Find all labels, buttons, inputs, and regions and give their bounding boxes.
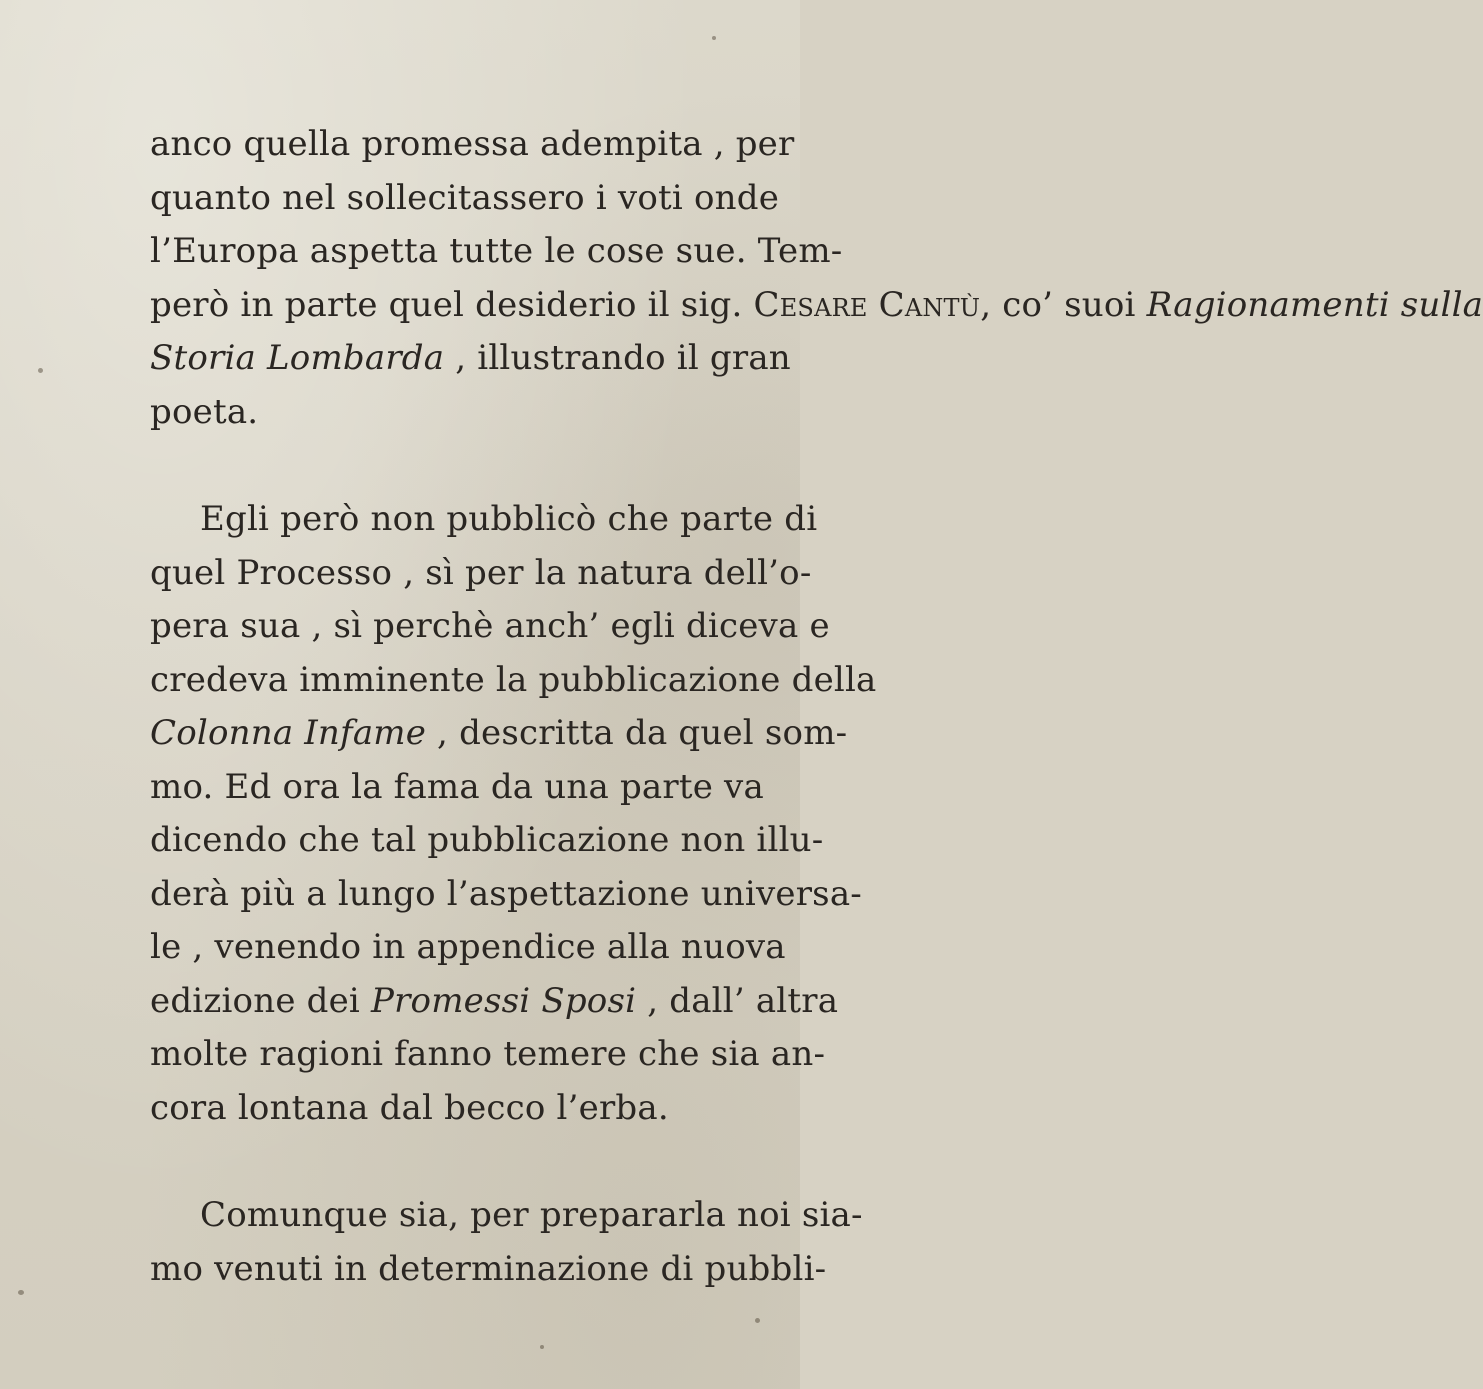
text-line: [0, 547, 812, 601]
text-line: [0, 279, 1483, 333]
text-line: [0, 118, 795, 172]
text-run: , dall’ altra: [636, 980, 839, 1021]
text-run: mo venuti in determinazione di pubbli-: [150, 1248, 827, 1289]
text-line: [0, 1082, 762, 1136]
text-line: [0, 332, 791, 386]
text-line: [0, 761, 762, 815]
paragraph-gap: [0, 439, 800, 493]
text-line: [0, 172, 780, 226]
text-run: dicendo che tal pubblicazione non illu-: [150, 820, 824, 860]
text-run: edizione dei: [150, 980, 372, 1021]
paper-spot: [540, 1345, 544, 1349]
text-run: però in parte quel desiderio il sig.: [150, 284, 754, 325]
text-line: [0, 975, 839, 1029]
text-run: , illustrando il gran: [444, 338, 791, 378]
text-line: [0, 868, 862, 922]
text-run: , descritta da quel som-: [426, 713, 848, 753]
text-line: [0, 386, 762, 440]
text-run: le , venendo in appendice alla nuova: [150, 927, 786, 967]
text-run: anco quella promessa adempita , per: [150, 124, 795, 164]
italic-text: Storia Lombarda: [150, 338, 445, 378]
text-line: [0, 814, 824, 868]
text-line: [0, 1243, 827, 1297]
text-run: , co’ suoi: [980, 284, 1147, 325]
text-line: [0, 225, 843, 279]
paragraph: [0, 1189, 863, 1296]
text-run: l’Europa aspetta tutte le cose sue. Tem-: [150, 231, 843, 271]
text-run: poeta.: [150, 391, 259, 432]
text-run: quanto nel sollecitassero i voti onde: [150, 177, 780, 218]
text-run: Egli però non pubblicò che parte di: [200, 499, 818, 539]
italic-text: Colonna Infame: [150, 713, 427, 753]
body-text: [0, 118, 1483, 1296]
text-line: [0, 600, 830, 654]
text-run: cora lontana dal becco l’erba.: [150, 1087, 669, 1128]
text-run: credeva imminente la pubblicazione della: [150, 659, 877, 700]
text-line: [0, 493, 818, 547]
paragraph-gap: [0, 1135, 800, 1189]
text-line: [0, 1028, 826, 1082]
text-line: [0, 921, 786, 975]
text-run: molte ragioni fanno temere che sia an-: [150, 1034, 826, 1074]
paper-spot: [755, 1318, 760, 1323]
text-line: [0, 654, 877, 708]
text-line: [0, 1189, 863, 1243]
paragraph: [0, 493, 877, 1135]
paper-spot: [712, 36, 716, 40]
italic-text: Promessi Sposi: [371, 980, 637, 1021]
text-run: mo. Ed ora la fama da una parte va: [150, 766, 764, 807]
italic-text: Ragionamenti sulla: [1146, 284, 1483, 325]
small-caps-name: Cesare Cantù: [753, 284, 981, 325]
text-run: pera sua , sì perchè anch’ egli diceva e: [150, 606, 830, 646]
paragraph: [0, 118, 1483, 439]
text-run: Comunque sia, per prepararla noi sia-: [200, 1195, 863, 1235]
text-run: derà più a lungo l’aspettazione universa-: [150, 873, 862, 914]
text-line: [0, 707, 848, 761]
text-run: quel Processo , sì per la natura dell’o-: [150, 552, 812, 593]
